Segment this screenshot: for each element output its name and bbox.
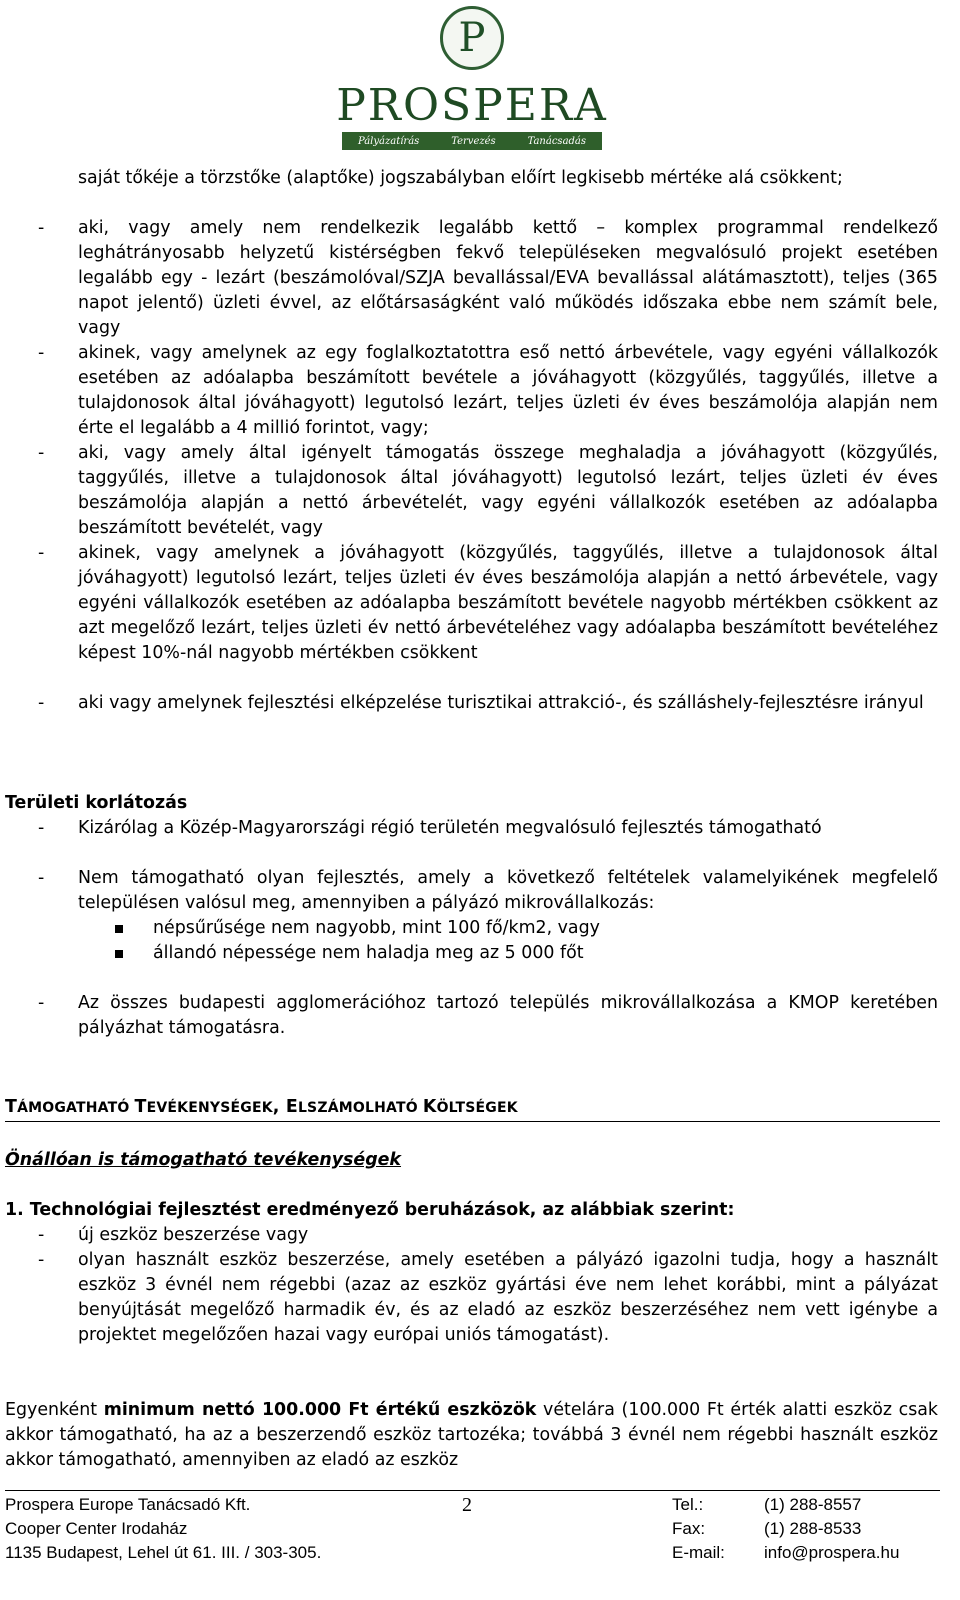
list-dash: - xyxy=(38,693,45,713)
logo-tagline-1: Pályázatírás xyxy=(357,135,420,147)
logo-tagline-2: Tervezés xyxy=(451,135,496,147)
footer-fax-label: Fax: xyxy=(672,1519,706,1538)
section-title: TÁMOGATHATÓ TEVÉKENYSÉGEK, ELSZÁMOLHATÓ KÖLTSÉGEK xyxy=(5,1097,518,1117)
territorial-heading: Területi korlátozás xyxy=(5,793,188,813)
list-dash: - xyxy=(38,868,45,888)
list-dash: - xyxy=(38,818,45,838)
footer-tel-label: Tel.: xyxy=(672,1495,704,1514)
footer-email-label: E-mail: xyxy=(672,1543,725,1562)
logo-letter: P xyxy=(458,15,486,61)
bullet-item: népsűrűsége nem nagyobb, mint 100 fő/km2, vagy xyxy=(153,918,600,938)
bullet-square xyxy=(115,925,123,933)
list-dash: - xyxy=(38,993,45,1013)
list-item: aki vagy amelynek fejlesztési elképzelése turisztikai attrakció-, és szálláshely-fejlesztésre irányul xyxy=(78,693,924,713)
section-rule xyxy=(5,1121,940,1122)
numbered-heading: 1. Technológiai fejlesztést eredményező beruházások, az alábbiak szerint: xyxy=(5,1200,735,1220)
page-number: 2 xyxy=(462,1494,472,1516)
list-dash: - xyxy=(38,218,45,238)
list-dash: - xyxy=(38,543,45,563)
intro-text: saját tőkéje a törzstőke (alaptőke) jogszabályban előírt legkisebb mértéke alá csökkent; xyxy=(78,168,843,188)
footer-email-link[interactable]: info@prospera.hu xyxy=(764,1543,900,1562)
bullet-item: állandó népessége nem haladja meg az 5 000 főt xyxy=(153,943,584,963)
list-item: új eszköz beszerzése vagy xyxy=(78,1225,309,1245)
footer-rule xyxy=(5,1490,940,1491)
list-item: aki, vagy amely által igényelt támogatás összege meghaladja a jóváhagyott (közgyűlés, taggyűlés, illetve a tulajdonosok által jóváhagyott) legutolsó lezárt, teljes üzleti év éves beszámolója alapján a nettó árbevételét, vagy egyéni vállalkozók esetében az adóalapba beszámított bevételét, vagy xyxy=(78,443,938,538)
list-item: akinek, vagy amelynek a jóváhagyott (közgyűlés, taggyűlés, illetve a tulajdonosok által jóváhagyott) legutolsó lezárt, teljes üzleti év éves beszámolója alapján a nettó árbevétele, vagy egyéni vállalkozók esetében az adóalapba beszámított bevétele nagyobb mértékben csökkent az azt megelőző lezárt, teljes üzleti év nettó árbevételéhez vagy adóalapba beszámított bevételéhez képest 10%-nál nagyobb mértékben csökkent xyxy=(78,543,938,663)
territorial-item-2: Nem támogatható olyan fejlesztés, amely a következő feltételek valamelyikének megfelelő településen valósul meg, amennyiben a pályázó mikrovállalkozás: xyxy=(78,868,938,913)
closing-paragraph: Egyenként minimum nettó 100.000 Ft értékű eszközök vételára (100.000 Ft érték alatti eszköz csak akkor támogatható, ha az a beszerzendő eszköz tartozéka; továbbá 3 évnél nem régebbi használt eszköz akkor támogatható, amennyiben az eladó az eszköz xyxy=(5,1400,939,1470)
list-item: akinek, vagy amelynek az egy foglalkoztatottra eső nettó árbevétele, vagy egyéni vállalkozók esetében az adóalapba beszámított bevétele a jóváhagyott (közgyűlés, taggyűlés, illetve a tulajdonosok által jóváhagyott) legutolsó lezárt, teljes üzleti év éves beszámolója alapján nem érte el legalább a 4 millió forintot, vagy; xyxy=(78,343,938,438)
list-dash: - xyxy=(38,443,45,463)
list-item: olyan használt eszköz beszerzése, amely esetében a pályázó igazolni tudja, hogy a használt eszköz 3 évnél nem régebbi (azaz az eszköz gyártási éve nem lehet korábbi, mint a pályázat benyújtását megelőző harmadik év, és az eladó az eszköz beszerzéséhez nem vett igénybe a projektet megelőzően hazai vagy európai uniós támogatást). xyxy=(78,1250,938,1345)
footer-building: Cooper Center Irodaház xyxy=(5,1519,188,1538)
bullet-square xyxy=(115,950,123,958)
territorial-item-1: Kizárólag a Közép-Magyarországi régió területén megvalósuló fejlesztés támogatható xyxy=(78,818,822,838)
logo-tagline-bar xyxy=(342,132,602,150)
prospera-logo xyxy=(332,4,612,154)
footer-tel-value: (1) 288-8557 xyxy=(764,1495,862,1514)
list-item: aki, vagy amely nem rendelkezik legalább kettő – komplex programmal rendelkező leghátrányosabb helyzetű kistérségben fekvő településeken megvalósuló projekt esetében legalább egy - lezárt (beszámolóval/SZJA bevallással/EVA bevallással alátámasztott), teljes (365 napot jelentő) üzleti évvel, az előtársaságként való működés időszaka ebbe nem számít bele, vagy xyxy=(78,218,938,338)
list-dash: - xyxy=(38,343,45,363)
footer-company: Prospera Europe Tanácsadó Kft. xyxy=(5,1495,251,1514)
list-dash: - xyxy=(38,1225,45,1245)
logo-tagline-3: Tanácsadás xyxy=(527,135,587,147)
subsection-heading: Önállóan is támogatható tevékenységek xyxy=(5,1150,402,1170)
logo-wordmark: PROSPERA xyxy=(336,80,608,131)
footer-fax-value: (1) 288-8533 xyxy=(764,1519,862,1538)
territorial-item-3: Az összes budapesti agglomerációhoz tartozó település mikrovállalkozása a KMOP keretében pályázhat támogatásra. xyxy=(78,993,938,1038)
list-dash: - xyxy=(38,1250,45,1270)
footer-address: 1135 Budapest, Lehel út 61. III. / 303-305. xyxy=(5,1543,322,1562)
bold-phrase: minimum nettó 100.000 Ft értékű eszközök xyxy=(103,1400,537,1420)
